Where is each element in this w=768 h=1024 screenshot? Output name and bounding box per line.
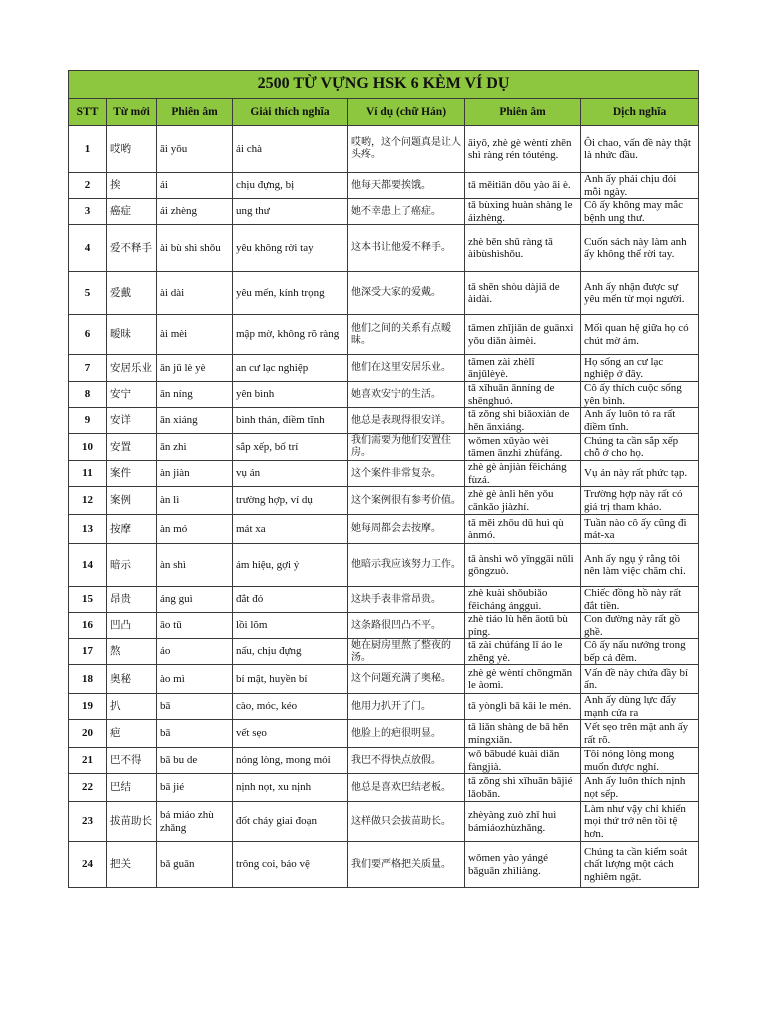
example-pinyin: tā yònglì bā kāi le mén. bbox=[465, 694, 581, 720]
example-sentence: 这个问题充满了奥秘。 bbox=[348, 665, 465, 694]
header-translation: Dịch nghĩa bbox=[581, 99, 699, 126]
row-number: 13 bbox=[69, 515, 107, 544]
example-pinyin: tā xǐhuān ānníng de shēnghuó. bbox=[465, 382, 581, 408]
table-row bbox=[69, 199, 699, 225]
example-sentence: 哎哟，这个问题真是让人头疼。 bbox=[348, 126, 465, 173]
new-word: 安置 bbox=[107, 434, 157, 461]
example-pinyin: zhè kuài shǒubiǎo fēicháng ángguì. bbox=[465, 587, 581, 613]
row-number: 6 bbox=[69, 315, 107, 355]
example-sentence: 她不幸患上了癌症。 bbox=[348, 199, 465, 225]
example-translation: Ôi chao, vấn đề này thật là nhức đầu. bbox=[581, 126, 699, 173]
word-meaning: sắp xếp, bố trí bbox=[233, 434, 348, 461]
table-row bbox=[69, 434, 699, 461]
example-translation: Làm như vậy chỉ khiến mọi thứ trở nên tồi tệ hơn. bbox=[581, 802, 699, 842]
new-word: 巴结 bbox=[107, 774, 157, 802]
example-pinyin: tā zǒng shì biǎoxiàn de hěn ānxiáng. bbox=[465, 408, 581, 434]
example-pinyin: zhè gè ànlì hěn yǒu cānkǎo jiàzhí. bbox=[465, 487, 581, 515]
example-pinyin: tāmen zhījiān de guānxì yǒu diǎn àimèi. bbox=[465, 315, 581, 355]
example-translation: Anh ấy luôn thích nịnh nọt sếp. bbox=[581, 774, 699, 802]
new-word: 安宁 bbox=[107, 382, 157, 408]
example-translation: Tôi nóng lòng mong muốn được nghỉ. bbox=[581, 748, 699, 774]
word-meaning: nóng lòng, mong mỏi bbox=[233, 748, 348, 774]
example-pinyin: tā liǎn shàng de bā hěn míngxiǎn. bbox=[465, 720, 581, 748]
word-pinyin: āi yōu bbox=[157, 126, 233, 173]
example-translation: Chiếc đồng hồ này rất đắt tiền. bbox=[581, 587, 699, 613]
row-number: 14 bbox=[69, 544, 107, 587]
word-meaning: yêu mến, kính trọng bbox=[233, 272, 348, 315]
table-row bbox=[69, 126, 699, 173]
table-row bbox=[69, 515, 699, 544]
example-sentence: 这本书让他爱不释手。 bbox=[348, 225, 465, 272]
example-translation: Trường hợp này rất có giá trị tham khảo. bbox=[581, 487, 699, 515]
new-word: 哎哟 bbox=[107, 126, 157, 173]
example-pinyin: āiyō, zhè gè wèntí zhēn shì ràng rén tóuténg. bbox=[465, 126, 581, 173]
word-meaning: vụ án bbox=[233, 461, 348, 487]
word-pinyin: ài mèi bbox=[157, 315, 233, 355]
row-number: 20 bbox=[69, 720, 107, 748]
new-word: 疤 bbox=[107, 720, 157, 748]
example-sentence: 他暗示我应该努力工作。 bbox=[348, 544, 465, 587]
example-sentence: 他总是喜欢巴结老板。 bbox=[348, 774, 465, 802]
new-word: 案例 bbox=[107, 487, 157, 515]
example-sentence: 他们之间的关系有点暧昧。 bbox=[348, 315, 465, 355]
word-meaning: an cư lạc nghiệp bbox=[233, 355, 348, 382]
new-word: 案件 bbox=[107, 461, 157, 487]
word-meaning: đắt đỏ bbox=[233, 587, 348, 613]
word-meaning: ung thư bbox=[233, 199, 348, 225]
example-translation: Anh ấy phải chịu đói mỗi ngày. bbox=[581, 173, 699, 199]
row-number: 23 bbox=[69, 802, 107, 842]
example-sentence: 他用力扒开了门。 bbox=[348, 694, 465, 720]
row-number: 5 bbox=[69, 272, 107, 315]
word-pinyin: ái zhèng bbox=[157, 199, 233, 225]
new-word: 熬 bbox=[107, 639, 157, 665]
new-word: 巴不得 bbox=[107, 748, 157, 774]
example-translation: Anh ấy ngụ ý rằng tôi nên làm việc chăm chỉ. bbox=[581, 544, 699, 587]
row-number: 19 bbox=[69, 694, 107, 720]
new-word: 爱戴 bbox=[107, 272, 157, 315]
word-meaning: mập mờ, không rõ ràng bbox=[233, 315, 348, 355]
word-meaning: yêu không rời tay bbox=[233, 225, 348, 272]
word-pinyin: ān níng bbox=[157, 382, 233, 408]
word-meaning: đốt cháy giai đoạn bbox=[233, 802, 348, 842]
word-meaning: mát xa bbox=[233, 515, 348, 544]
example-translation: Cô ấy thích cuộc sống yên bình. bbox=[581, 382, 699, 408]
example-sentence: 这个案件非常复杂。 bbox=[348, 461, 465, 487]
example-pinyin: zhèyàng zuò zhǐ huì bámiáozhùzhǎng. bbox=[465, 802, 581, 842]
row-number: 3 bbox=[69, 199, 107, 225]
word-meaning: trường hợp, ví dụ bbox=[233, 487, 348, 515]
table-row bbox=[69, 639, 699, 665]
example-translation: Con đường này rất gồ ghề. bbox=[581, 613, 699, 639]
word-pinyin: àn lì bbox=[157, 487, 233, 515]
example-sentence: 我巴不得快点放假。 bbox=[348, 748, 465, 774]
table-row bbox=[69, 408, 699, 434]
table-row bbox=[69, 382, 699, 408]
word-meaning: vết sẹo bbox=[233, 720, 348, 748]
word-pinyin: bǎ guān bbox=[157, 842, 233, 888]
table-row bbox=[69, 694, 699, 720]
example-sentence: 这个案例很有参考价值。 bbox=[348, 487, 465, 515]
table-row bbox=[69, 461, 699, 487]
example-sentence: 我们要严格把关质量。 bbox=[348, 842, 465, 888]
word-pinyin: ān jū lè yè bbox=[157, 355, 233, 382]
example-translation: Chúng ta cần sắp xếp chỗ ở cho họ. bbox=[581, 434, 699, 461]
row-number: 21 bbox=[69, 748, 107, 774]
new-word: 癌症 bbox=[107, 199, 157, 225]
example-sentence: 他深受大家的爱戴。 bbox=[348, 272, 465, 315]
new-word: 暧昧 bbox=[107, 315, 157, 355]
word-pinyin: ài dài bbox=[157, 272, 233, 315]
example-pinyin: zhè gè wèntí chōngmǎn le àomì. bbox=[465, 665, 581, 694]
example-sentence: 这块手表非常昂贵。 bbox=[348, 587, 465, 613]
word-meaning: trông coi, bảo vệ bbox=[233, 842, 348, 888]
new-word: 安详 bbox=[107, 408, 157, 434]
word-pinyin: àn mó bbox=[157, 515, 233, 544]
example-sentence: 他脸上的疤很明显。 bbox=[348, 720, 465, 748]
row-number: 2 bbox=[69, 173, 107, 199]
word-meaning: bí mật, huyền bí bbox=[233, 665, 348, 694]
header-example-pinyin: Phiên âm bbox=[465, 99, 581, 126]
word-pinyin: ài bù shì shǒu bbox=[157, 225, 233, 272]
example-pinyin: tā zǒng shì xǐhuān bājié lǎobǎn. bbox=[465, 774, 581, 802]
new-word: 奥秘 bbox=[107, 665, 157, 694]
word-pinyin: àn jiàn bbox=[157, 461, 233, 487]
example-pinyin: tā ànshì wǒ yīnggāi nǔlì gōngzuò. bbox=[465, 544, 581, 587]
table-row bbox=[69, 544, 699, 587]
word-pinyin: bā jié bbox=[157, 774, 233, 802]
row-number: 8 bbox=[69, 382, 107, 408]
example-translation: Tuần nào cô ấy cũng đi mát-xa bbox=[581, 515, 699, 544]
word-meaning: ái chà bbox=[233, 126, 348, 173]
word-pinyin: ào mì bbox=[157, 665, 233, 694]
table-title: 2500 TỪ VỰNG HSK 6 KÈM VÍ DỤ bbox=[69, 71, 699, 99]
example-translation: Anh ấy dùng lực đẩy mạnh cửa ra bbox=[581, 694, 699, 720]
new-word: 拔苗助长 bbox=[107, 802, 157, 842]
example-pinyin: tā měi zhōu dū huì qù ànmó. bbox=[465, 515, 581, 544]
table-row bbox=[69, 315, 699, 355]
example-sentence: 这样做只会拔苗助长。 bbox=[348, 802, 465, 842]
example-pinyin: zhè běn shū ràng tā àibùshìshǒu. bbox=[465, 225, 581, 272]
table-row bbox=[69, 774, 699, 802]
new-word: 把关 bbox=[107, 842, 157, 888]
header-meaning: Giải thích nghĩa bbox=[233, 99, 348, 126]
example-translation: Cuốn sách này làm anh ấy không thể rời tay. bbox=[581, 225, 699, 272]
table-row bbox=[69, 613, 699, 639]
word-pinyin: āo tū bbox=[157, 613, 233, 639]
table-row bbox=[69, 802, 699, 842]
word-meaning: cào, móc, kéo bbox=[233, 694, 348, 720]
vocabulary-table bbox=[68, 70, 699, 888]
new-word: 挨 bbox=[107, 173, 157, 199]
header-word: Từ mới bbox=[107, 99, 157, 126]
new-word: 安居乐业 bbox=[107, 355, 157, 382]
row-number: 10 bbox=[69, 434, 107, 461]
row-number: 18 bbox=[69, 665, 107, 694]
row-number: 11 bbox=[69, 461, 107, 487]
word-meaning: chịu đựng, bị bbox=[233, 173, 348, 199]
new-word: 凹凸 bbox=[107, 613, 157, 639]
example-translation: Họ sống an cư lạc nghiệp ở đây. bbox=[581, 355, 699, 382]
word-pinyin: ān xiáng bbox=[157, 408, 233, 434]
example-translation: Anh ấy nhận được sự yêu mến từ mọi người. bbox=[581, 272, 699, 315]
new-word: 扒 bbox=[107, 694, 157, 720]
word-meaning: yên bình bbox=[233, 382, 348, 408]
word-pinyin: bā bbox=[157, 720, 233, 748]
example-sentence: 他们在这里安居乐业。 bbox=[348, 355, 465, 382]
example-sentence: 她在厨房里熬了整夜的汤。 bbox=[348, 639, 465, 665]
table-row bbox=[69, 355, 699, 382]
row-number: 1 bbox=[69, 126, 107, 173]
word-meaning: ám hiệu, gợi ý bbox=[233, 544, 348, 587]
table-row bbox=[69, 842, 699, 888]
example-pinyin: zhè tiáo lù hěn āotū bù píng. bbox=[465, 613, 581, 639]
row-number: 17 bbox=[69, 639, 107, 665]
example-sentence: 他总是表现得很安详。 bbox=[348, 408, 465, 434]
table-row bbox=[69, 748, 699, 774]
example-translation: Chúng ta cần kiểm soát chất lượng một cách nghiêm ngặt. bbox=[581, 842, 699, 888]
example-pinyin: tā shēn shòu dàjiā de àidài. bbox=[465, 272, 581, 315]
example-sentence: 她每周都会去按摩。 bbox=[348, 515, 465, 544]
word-pinyin: bá miáo zhù zhǎng bbox=[157, 802, 233, 842]
example-sentence: 她喜欢安宁的生活。 bbox=[348, 382, 465, 408]
example-translation: Cô ấy nấu nướng trong bếp cả đêm. bbox=[581, 639, 699, 665]
row-number: 22 bbox=[69, 774, 107, 802]
row-number: 7 bbox=[69, 355, 107, 382]
example-sentence: 他每天都要挨饿。 bbox=[348, 173, 465, 199]
new-word: 暗示 bbox=[107, 544, 157, 587]
row-number: 12 bbox=[69, 487, 107, 515]
word-meaning: bình thản, điềm tĩnh bbox=[233, 408, 348, 434]
word-meaning: nịnh nọt, xu nịnh bbox=[233, 774, 348, 802]
word-pinyin: ān zhì bbox=[157, 434, 233, 461]
new-word: 按摩 bbox=[107, 515, 157, 544]
table-row bbox=[69, 487, 699, 515]
example-translation: Vấn đề này chứa đầy bí ẩn. bbox=[581, 665, 699, 694]
example-pinyin: wǒmen xūyào wèi tāmen ānzhì zhùfáng. bbox=[465, 434, 581, 461]
word-pinyin: ái bbox=[157, 173, 233, 199]
example-translation: Mối quan hệ giữa họ có chút mờ ám. bbox=[581, 315, 699, 355]
word-meaning: nấu, chịu đựng bbox=[233, 639, 348, 665]
word-pinyin: áo bbox=[157, 639, 233, 665]
word-pinyin: bā bu de bbox=[157, 748, 233, 774]
example-pinyin: tā měitiān dōu yào āi è. bbox=[465, 173, 581, 199]
example-translation: Anh ấy luôn tỏ ra rất điềm tĩnh. bbox=[581, 408, 699, 434]
new-word: 昂贵 bbox=[107, 587, 157, 613]
row-number: 15 bbox=[69, 587, 107, 613]
word-pinyin: àn shì bbox=[157, 544, 233, 587]
example-translation: Cô ấy không may mắc bệnh ung thư. bbox=[581, 199, 699, 225]
row-number: 24 bbox=[69, 842, 107, 888]
table-row bbox=[69, 173, 699, 199]
word-pinyin: bā bbox=[157, 694, 233, 720]
table-row bbox=[69, 272, 699, 315]
table-row bbox=[69, 587, 699, 613]
row-number: 9 bbox=[69, 408, 107, 434]
header-stt: STT bbox=[69, 99, 107, 126]
table-row bbox=[69, 720, 699, 748]
example-sentence: 这条路很凹凸不平。 bbox=[348, 613, 465, 639]
example-pinyin: tāmen zài zhèlǐ ānjūlèyè. bbox=[465, 355, 581, 382]
example-translation: Vụ án này rất phức tạp. bbox=[581, 461, 699, 487]
example-translation: Vết sẹo trên mặt anh ấy rất rõ. bbox=[581, 720, 699, 748]
new-word: 爱不释手 bbox=[107, 225, 157, 272]
table-row bbox=[69, 225, 699, 272]
word-meaning: lồi lõm bbox=[233, 613, 348, 639]
row-number: 16 bbox=[69, 613, 107, 639]
example-pinyin: wǒmen yào yángé bǎguān zhìliàng. bbox=[465, 842, 581, 888]
example-pinyin: wǒ bābudé kuài diǎn fàngjià. bbox=[465, 748, 581, 774]
example-sentence: 我们需要为他们安置住房。 bbox=[348, 434, 465, 461]
example-pinyin: tā zài chúfáng lǐ áo le zhěng yè. bbox=[465, 639, 581, 665]
word-pinyin: áng guì bbox=[157, 587, 233, 613]
example-pinyin: tā bùxìng huàn shàng le áizhèng. bbox=[465, 199, 581, 225]
row-number: 4 bbox=[69, 225, 107, 272]
table-row bbox=[69, 665, 699, 694]
header-pinyin: Phiên âm bbox=[157, 99, 233, 126]
example-pinyin: zhè gè ànjiàn fēicháng fùzá. bbox=[465, 461, 581, 487]
header-example: Ví dụ (chữ Hán) bbox=[348, 99, 465, 126]
